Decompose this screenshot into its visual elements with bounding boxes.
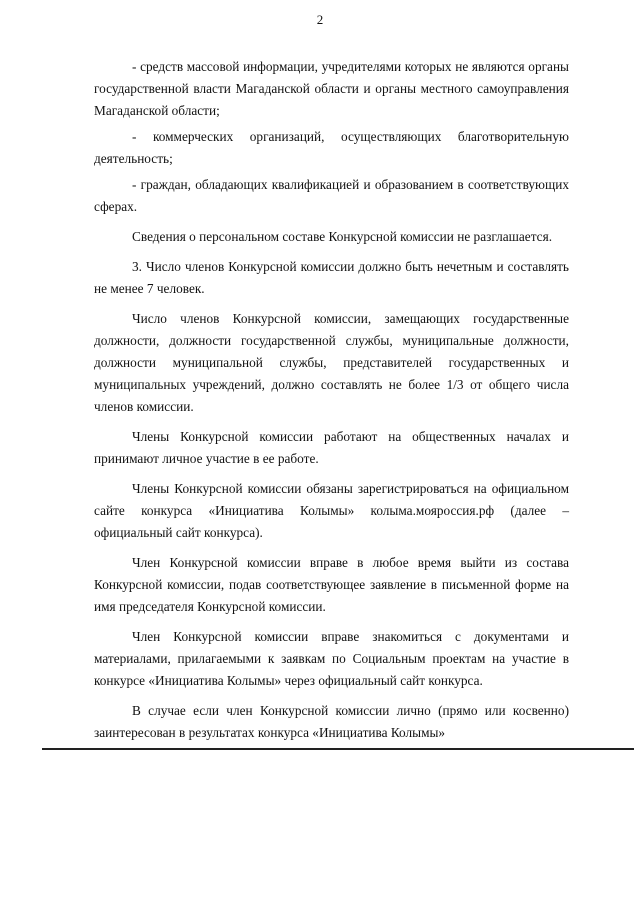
paragraph-document-access: Член Конкурсной комиссии вправе знакомиться с документами и материалами, прилагаемыми к заявкам по Социальным проектам на участие в конкурсе «Инициатива Колымы» через официальный сайт конкурса. bbox=[94, 629, 569, 688]
bottom-divider bbox=[42, 748, 634, 750]
paragraph-voluntary-basis: Члены Конкурсной комиссии работают на общественных началах и принимают личное участие в ее работе. bbox=[94, 429, 569, 466]
paragraph-registration: Члены Конкурсной комиссии обязаны зарегистрироваться на официальном сайте конкурса «Инициатива Колымы» колыма.мояроссия.рф (далее – официальный сайт конкурса). bbox=[94, 481, 569, 540]
paragraph-commercial-orgs: - коммерческих организаций, осуществляющих благотворительную деятельность; bbox=[94, 129, 569, 166]
paragraph-confidentiality: Сведения о персональном составе Конкурсной комиссии не разглашается. bbox=[132, 229, 553, 244]
paragraph-conflict-of-interest: В случае если член Конкурсной комиссии лично (прямо или косвенно) заинтересован в результатах конкурса «Инициатива Колымы» bbox=[94, 703, 569, 740]
paragraph-citizens: - граждан, обладающих квалификацией и образованием в соответствующих сферах. bbox=[94, 177, 569, 214]
page-number: 2 bbox=[316, 12, 324, 27]
paragraph-officials-share: Число членов Конкурсной комиссии, замещающих государственные должности, должности государственной службы, муниципальные должности, должности муниципальной службы, представителей государственных и муниципальных учреждений, должно составлять не более 1/3 от общего числа членов комиссии. bbox=[94, 311, 569, 414]
paragraph-mass-media: - средств массовой информации, учредителями которых не являются органы государственной власти Магаданской области и органы местного самоуправления Магаданской области; bbox=[94, 59, 569, 118]
paragraph-member-count: 3. Число членов Конкурсной комиссии должно быть нечетным и составлять не менее 7 человек. bbox=[94, 259, 569, 296]
document-body bbox=[94, 56, 569, 744]
paragraph-withdrawal: Член Конкурсной комиссии вправе в любое время выйти из состава Конкурсной комиссии, подав соответствующее заявление в письменной форме на имя председателя Конкурсной комиссии. bbox=[94, 555, 569, 614]
